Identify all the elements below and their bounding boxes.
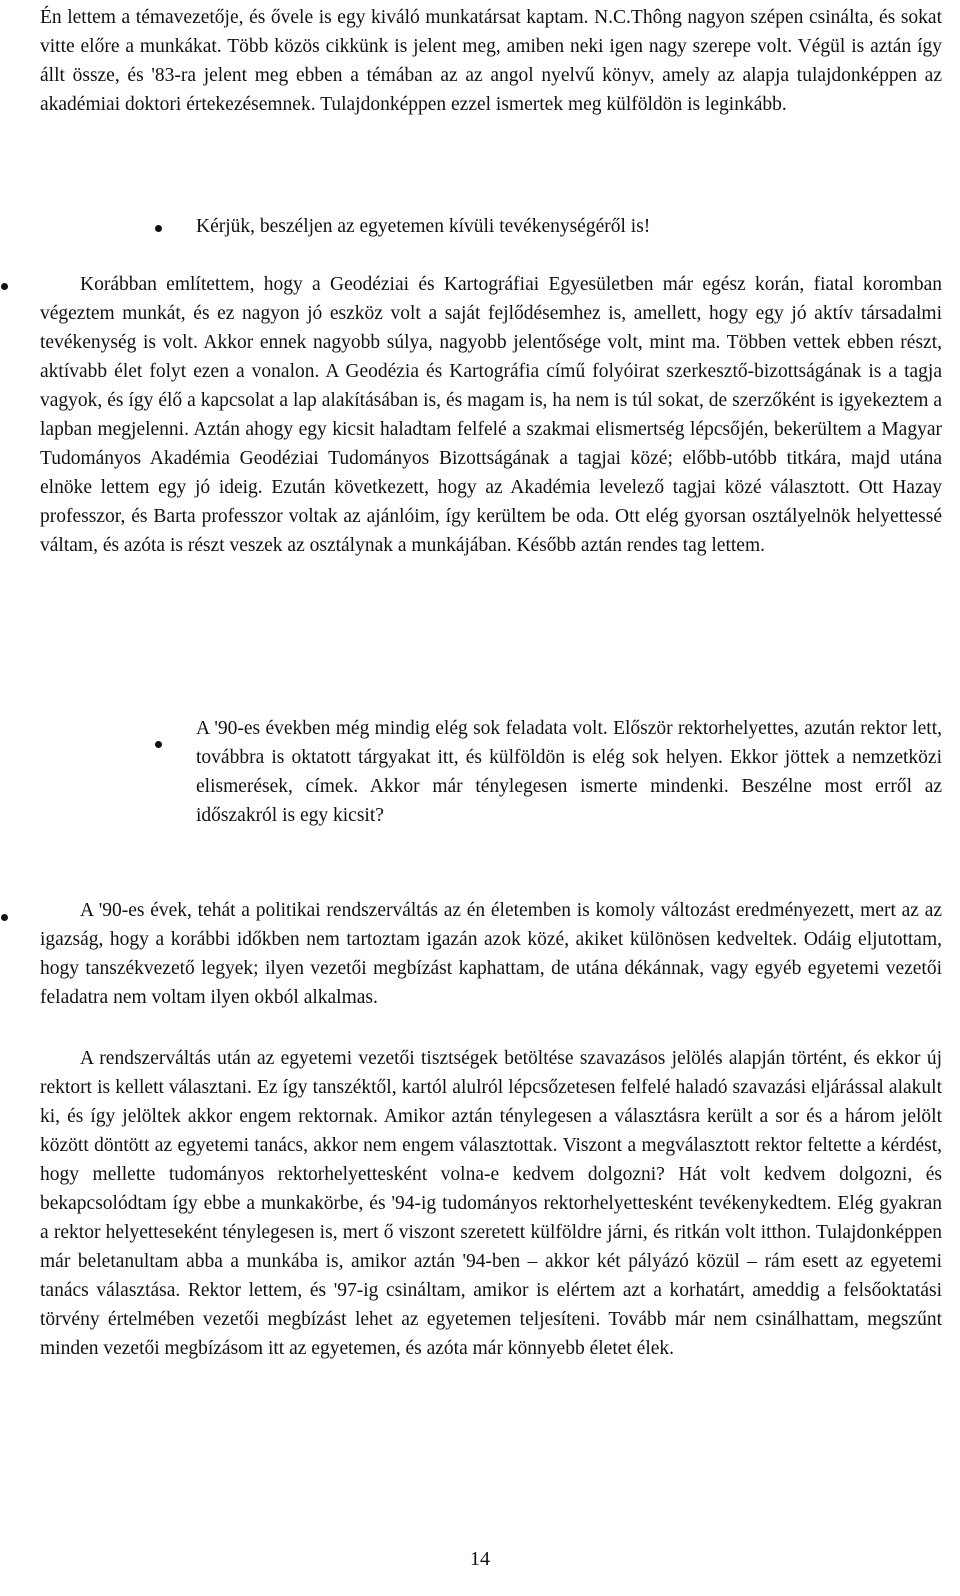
answer-paragraph: A '90-es évek, tehát a politikai rendszerváltás az én életemben is komoly változást eredményezett, mert az az igazság, hogy a korábbi időkben nem tartoztam igazán azok közé, akiket különösen kedveltek. Odáig eljutottam, hogy tanszékvezető legyek; ilyen vezetői megbízást kaphattam, de utána dékánnak, vagy egyéb egyetemi vezetői feladatra nem voltam ilyen okból alkalmas. (40, 900, 942, 1008)
intro-paragraph: Én lettem a témavezetője, és ővele is egy kiváló munkatársat kaptam. N.C.Thông nagyon szépen csinálta, és sokat vitte előre a munkákat. Több közös cikkünk is jelent meg, amiben neki igen nagy szerepe volt. Végül is aztán így állt össze, és '83-ra jelent meg ebben a témában az az angol nyelvű könyv, amely az alapja tulajdonképpen az akadémiai doktori értekezésemnek. Tulajdonképpen ezzel ismertek meg külföldön is leginkább. (40, 7, 942, 115)
question-paragraph: A '90-es években még mindig elég sok feladata volt. Először rektorhelyettes, azután rektor lett, továbbra is oktatott tárgyakat itt, és külföldön is elég sok helyen. Ekkor jöttek a nemzetközi elismerések, címek. Akkor már ténylegesen ismerte mindenki. Beszélne most erről az időszakról is egy kicsit? (196, 718, 942, 826)
answer-bullet (1, 914, 8, 921)
question-bullet (155, 741, 162, 748)
answer-paragraph: A rendszerváltás után az egyetemi vezetői tisztségek betöltése szavazásos jelölés alapján történt, és ekkor új rektort is kellett választani. Ez így tanszéktől, kartól alulról lépcsőzetesen felfelé haladó szavazási eljárással alakult ki, és így jelöltek akkor engem rektornak. Amikor aztán ténylegesen a választásra került a sor és a három jelölt között döntött az egyetemi tanács, akkor nem engem választottak. Viszont a megválasztott rektor feltette a kérdést, hogy mellette tudományos rektorhelyettesként volna-e kedvem dolgozni? Hát volt kedvem dolgozni, és bekapcsolódtam így ebbe a munkakörbe, és '94-ig tudományos rektorhelyettesként tevékenykedtem. Elég gyakran a rektor helyetteseként ténylegesen is, mert ő viszont szeretett külföldre járni, és ritkán volt itthon. Tulajdonképpen már beletanultam abba a munkába is, amikor aztán '94-ben – akkor két pályázó közül – rám esett az egyetemi tanács választása. Rektor lettem, és '97-ig csináltam, amikor is elértem azt a korhatárt, ameddig a felsőoktatási törvény értelmében vezetői megbízást lehet az egyetemen teljesíteni. Tovább már nem csinálhattam, megszűnt minden vezetői megbízásom itt az egyetemen, és azóta már könnyebb életet élek. (40, 1048, 942, 1359)
answer-paragraph: Korábban említettem, hogy a Geodéziai és Kartográfiai Egyesületben már egész korán, fiatal koromban végeztem munkát, és ez nagyon jó eszköz volt a saját fejlődésemhez is, amellett, hogy egy jó aktív társadalmi tevékenység is volt. Akkor ennek nagyobb súlya, nagyobb jelentősége volt, mint ma. Többen vettek ebben részt, aktívabb élet folyt ezen a vonalon. A Geodézia és Kartográfia című folyóirat szerkesztő-bizottságának is a tagja vagyok, és így élő a kapcsolat a lap alakításában is, és magam is, ha nem is túl sokat, de szerzőként is igyekeztem a lapban megjelenni. Aztán ahogy egy kicsit haladtam felfelé a szakmai elismertség lépcsőjén, bekerültem a Magyar Tudományos Akadémia Geodéziai Tudományos Bizottságának a tagjai közé; előbb-utóbb titkára, majd utána elnöke lettem egy jó ideig. Ezután következett, hogy az Akadémia levelező tagjai közé választott. Ott Hazay professzor, és Barta professzor voltak az ajánlóim, így kerültem be oda. Ott elég gyorsan osztályelnök helyettessé váltam, és azóta is részt veszek az osztálynak a munkájában. Később aztán rendes tag lettem. (40, 274, 942, 556)
question-paragraph: Kérjük, beszéljen az egyetemen kívüli tevékenységéről is! (196, 216, 651, 237)
page-number: 14 (470, 1548, 490, 1570)
question-bullet (155, 225, 162, 232)
answer-bullet (1, 283, 8, 290)
